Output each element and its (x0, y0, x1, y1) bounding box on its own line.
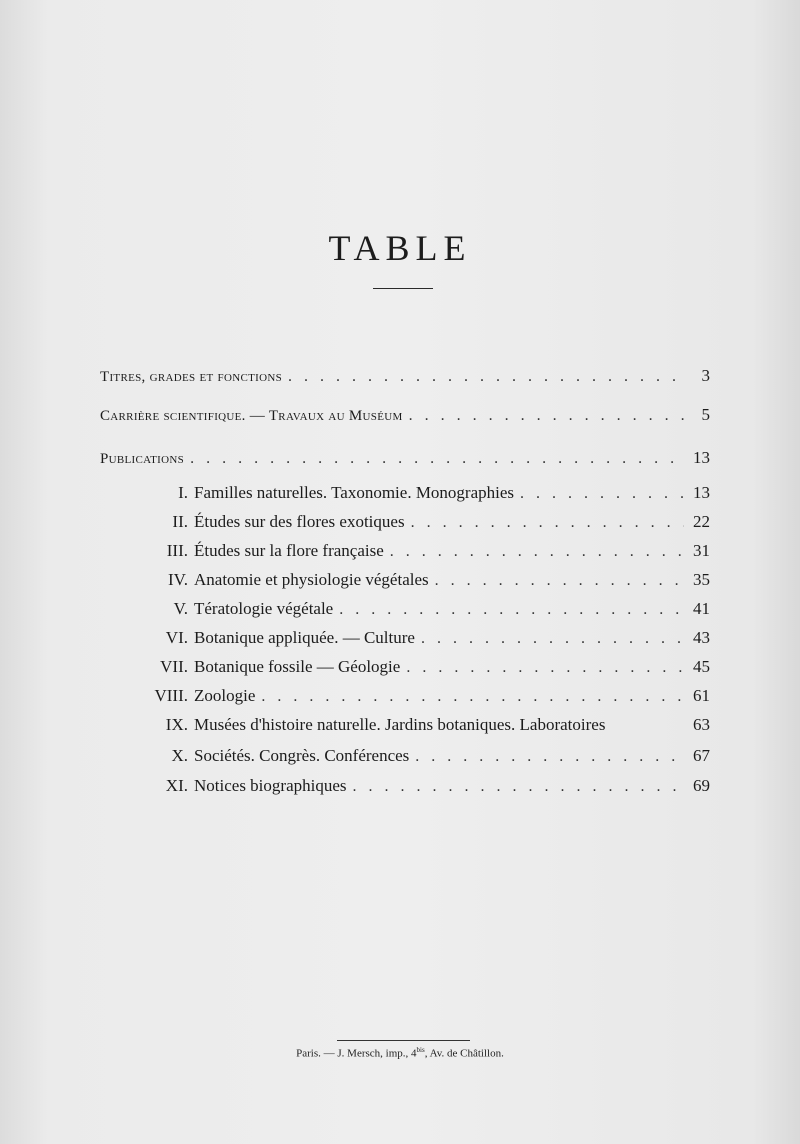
toc-subentry-label: Études sur la flore française (194, 541, 384, 560)
dot-leader (411, 514, 684, 532)
toc-subentry (140, 715, 710, 735)
dot-leader (421, 630, 684, 648)
toc-entry-page: 3 (701, 366, 710, 385)
toc-subentry-label: Anatomie et physiologie végétales (194, 570, 429, 589)
toc-entry-carriere (100, 405, 710, 425)
imprint-suffix: , Av. de Châtillon. (424, 1047, 504, 1060)
toc-subentry-page: 67 (693, 746, 710, 765)
toc-subentry-page: 69 (693, 776, 710, 795)
title-rule (373, 288, 433, 289)
toc-subentry-label: Sociétés. Congrès. Conférences (194, 746, 410, 765)
toc-entry-label: Publications (100, 451, 185, 467)
toc-entry-titres (100, 366, 710, 386)
toc-entry-publications (100, 448, 710, 468)
toc-entry-page: 13 (693, 448, 710, 467)
toc-subentry-label: Familles naturelles. Taxonomie. Monographies (194, 483, 515, 502)
dot-leader (339, 601, 684, 619)
toc-subentry (140, 483, 710, 503)
toc-entry-page: 5 (701, 405, 710, 424)
footer-rule (337, 1040, 470, 1041)
dot-leader (520, 485, 684, 503)
toc-subentry-label: Études sur des flores exotiques (194, 512, 405, 531)
toc-subentry-page: 61 (693, 686, 710, 705)
toc-subentry-numeral: VI. (165, 628, 188, 647)
toc-subentry (140, 541, 710, 561)
toc-subentry-label: Botanique appliquée. — Culture (194, 628, 415, 647)
toc-subentry-page: 43 (693, 628, 710, 647)
dot-leader (190, 450, 684, 468)
toc-subentry-label: Tératologie végétale (194, 599, 334, 618)
toc-subentry-page: 22 (693, 512, 710, 531)
page-title: TABLE (328, 228, 472, 269)
toc-subentry-numeral: IX. (165, 715, 188, 734)
printer-imprint (0, 1046, 800, 1060)
toc-subentry-numeral: X. (171, 746, 188, 765)
dot-leader (390, 543, 684, 561)
toc-subentry-label: Botanique fossile — Géologie (194, 657, 401, 676)
toc-subentry-numeral: XI. (165, 776, 188, 795)
dot-leader (288, 368, 684, 386)
toc-subentry-page: 31 (693, 541, 710, 560)
dot-leader (406, 659, 684, 677)
dot-leader (353, 778, 685, 796)
toc-subentry (140, 599, 710, 619)
toc-entry-label: Titres, grades et fonctions (100, 369, 282, 385)
toc-subentry-numeral: VII. (160, 657, 188, 676)
imprint-sup: bis (416, 1046, 425, 1054)
dot-leader (435, 572, 684, 590)
toc-subentry-numeral: III. (166, 541, 188, 560)
toc-subentry (140, 628, 710, 648)
dot-leader (261, 688, 684, 706)
toc-subentry (140, 686, 710, 706)
dot-leader (409, 407, 684, 425)
toc-subentry-label: Notices biographiques (194, 776, 347, 795)
toc-subentry (140, 776, 710, 796)
toc-subentry-numeral: II. (172, 512, 188, 531)
toc-subentry (140, 512, 710, 532)
toc-subentry (140, 657, 710, 677)
toc-entry-label: Carrière scientifique. — Travaux au Muséum (100, 408, 403, 424)
toc-subentry-label: Zoologie (194, 686, 256, 705)
toc-subentry-numeral: V. (173, 599, 188, 618)
toc-subentry-page: 63 (693, 715, 710, 734)
toc-subentry (140, 746, 710, 766)
dot-leader (415, 748, 684, 766)
imprint-prefix: Paris. — J. Mersch, imp., 4 (296, 1047, 417, 1060)
toc-subentry-numeral: IV. (168, 570, 188, 589)
toc-subentry-page: 45 (693, 657, 710, 676)
toc-subentry-page: 41 (693, 599, 710, 618)
toc-subentry-page: 13 (693, 483, 710, 502)
toc-subentry (140, 570, 710, 590)
toc-subentry-label: Musées d'histoire naturelle. Jardins botaniques. Laboratoires (194, 715, 606, 734)
toc-subentry-numeral: VIII. (154, 686, 188, 705)
toc-subentry-page: 35 (693, 570, 710, 589)
toc-subentry-numeral: I. (178, 483, 188, 502)
